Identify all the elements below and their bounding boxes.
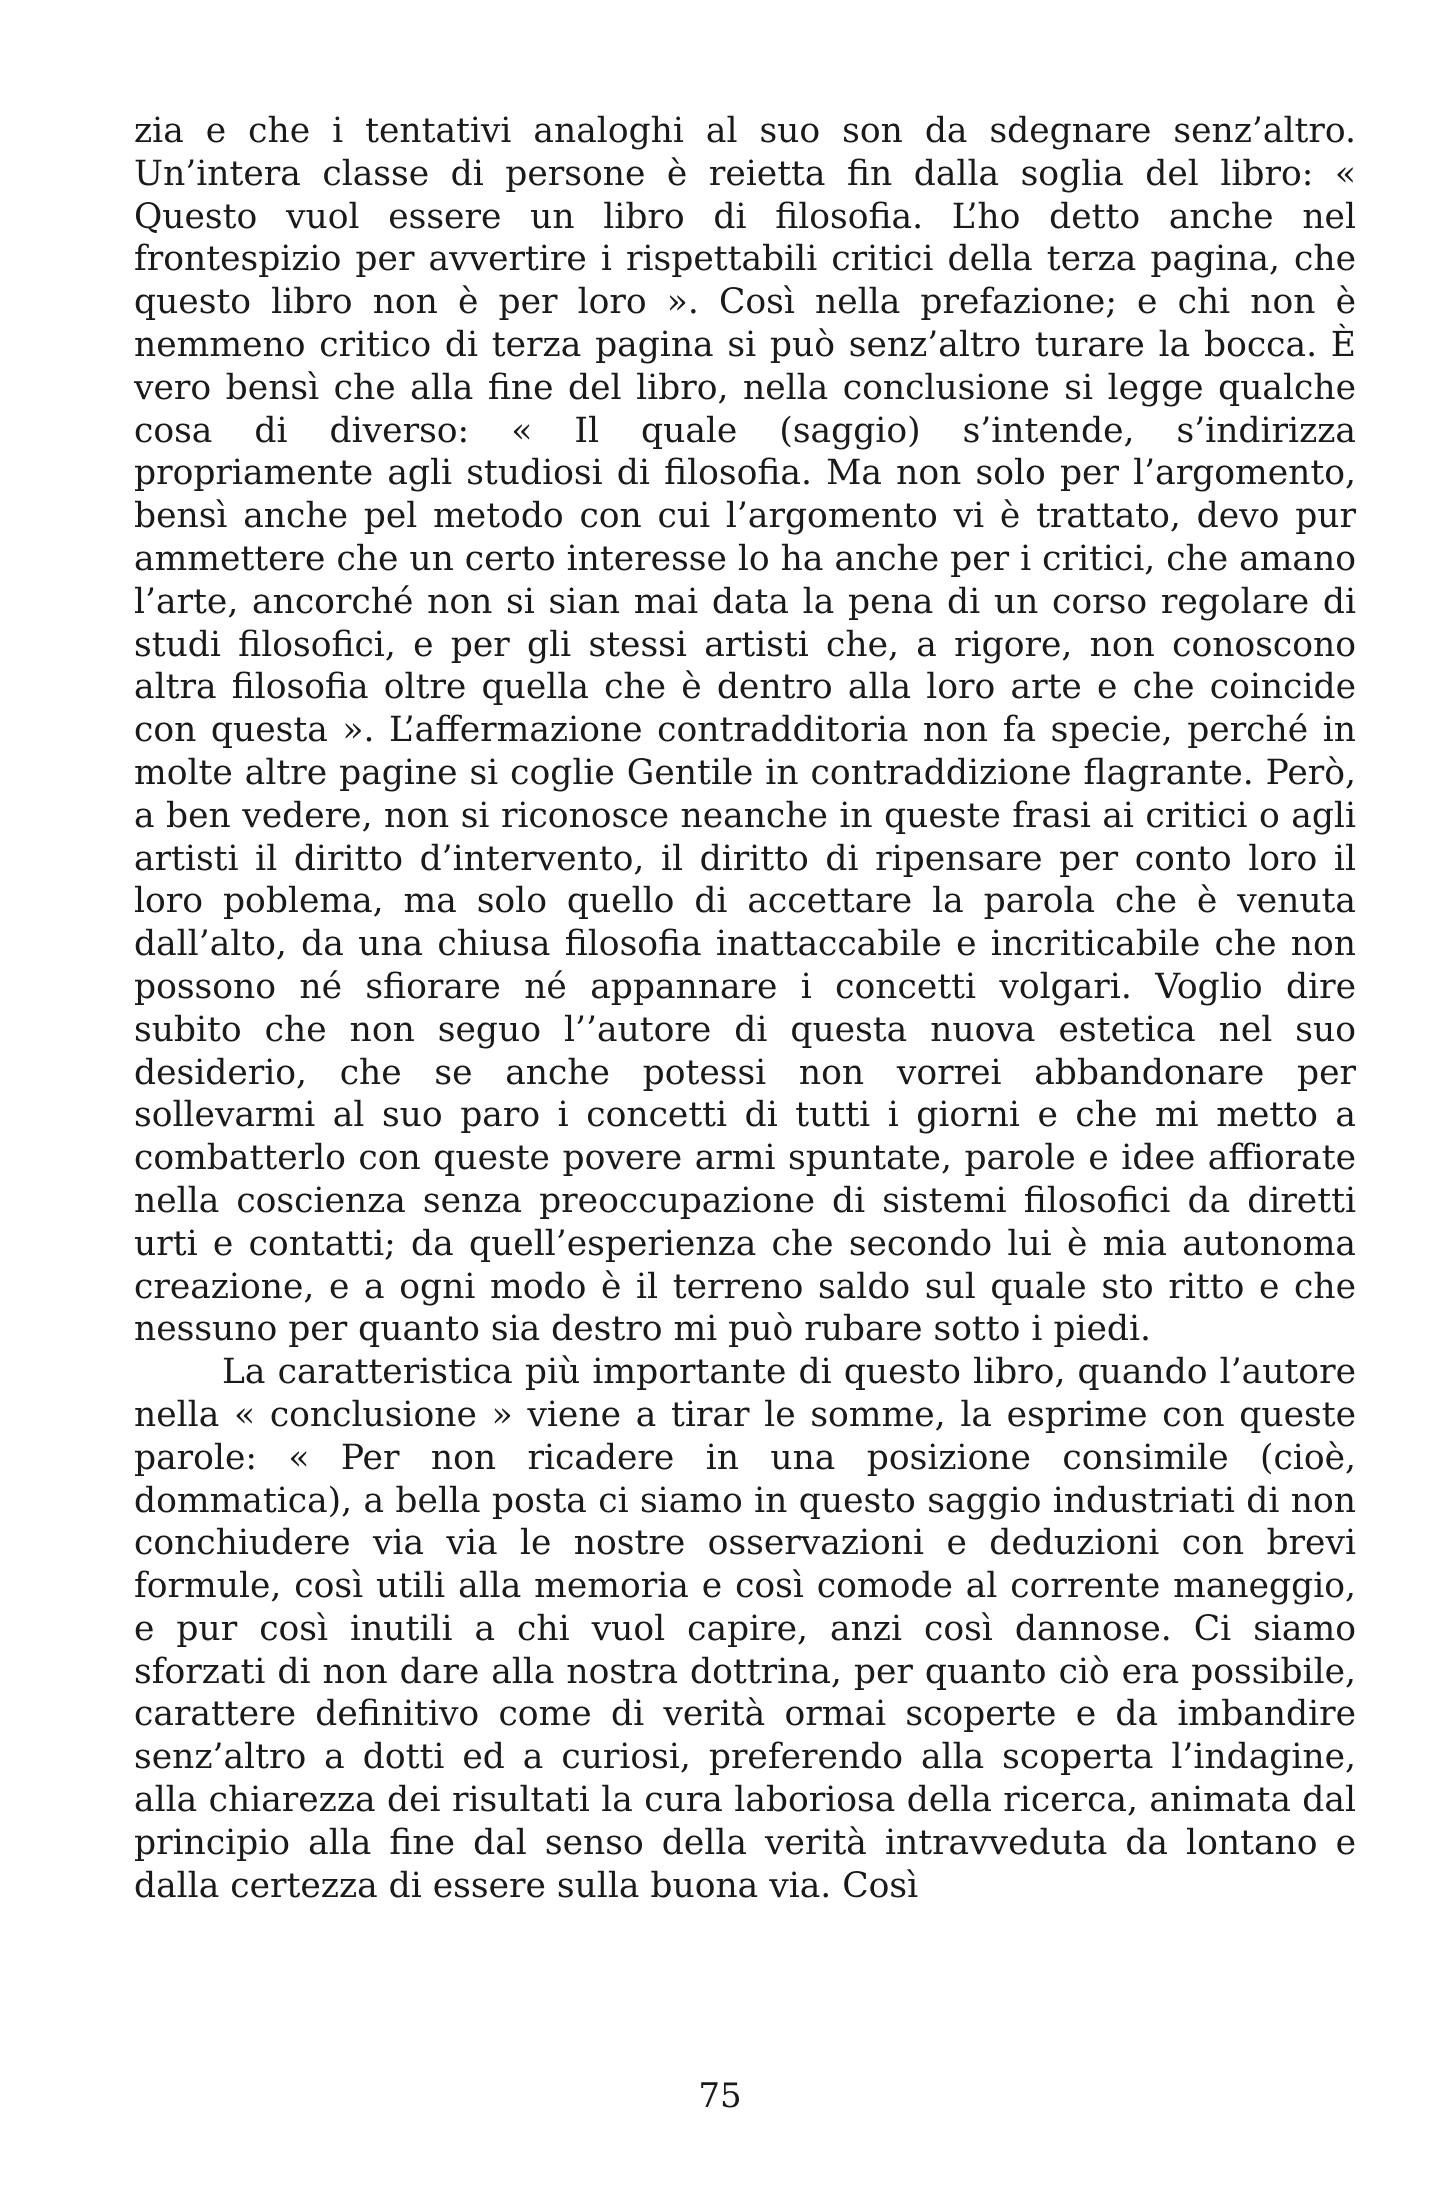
paragraph-2: La caratteristica più importante di questo libro, quando l’autore nella « conclusione » viene a tirar le somme, la esprime con queste parole: « Per non ricadere in una posizione consimile (cioè, dommatica), a bella posta ci siamo in questo saggio industriati di non conchiudere via via le nostre osservazioni e deduzioni con brevi formule, così utili alla memoria e così comode al corrente maneggio, e pur così inutili a chi vuol capire, anzi così dannose. Ci siamo sforzati di non dare alla nostra dottrina, per quanto ciò era possibile, carattere definitivo come di verità ormai scoperte e da imbandire senz’altro a dotti ed a curiosi, preferendo alla scoperta l’indagine, alla chiarezza dei risultati la cura laboriosa della ricerca, animata dal principio alla fine dal senso della verità intravveduta da lontano e dalla certezza di essere sulla buona via. Così <box>134 1352 1356 1906</box>
paragraph-1: zia e che i tentativi analoghi al suo son da sdegnare senz’altro. Un’intera classe di persone è reietta fin dalla soglia del libro: « Questo vuol essere un libro di filosofia. L’ho detto anche nel frontespizio per avvertire i rispettabili critici della terza pagina, che questo libro non è per loro ». Così nella prefazione; e chi non è nemmeno critico di terza pagina si può senz’altro turare la bocca. È vero bensì che alla fine del libro, nella conclusione si legge qualche cosa di diverso: « Il quale (saggio) s’intende, s’indirizza propriamente agli studiosi di filosofia. Ma non solo per l’argomento, bensì anche pel metodo con cui l’argomento vi è trattato, devo pur ammettere che un certo interesse lo ha anche per i critici, che amano l’arte, ancorché non si sian mai data la pena di un corso regolare di studi filosofici, e per gli stessi artisti che, a rigore, non conoscono altra filosofia oltre quella che è dentro alla loro arte e che coincide con questa ». L’affermazione contradditoria non fa specie, perché in molte altre pagine si coglie Gentile in contraddizione flagrante. Però, a ben vedere, non si riconosce neanche in queste frasi ai critici o agli artisti il diritto d’intervento, il diritto di ripensare per conto loro il loro poblema, ma solo quello di accettare la parola che è venuta dall’alto, da una chiusa filosofia inattaccabile e incriticabile che non possono né sfiorare né appannare i concetti volgari. Voglio dire subito che non seguo l’’autore di questa nuova estetica nel suo desiderio, che se anche potessi non vorrei abbandonare per sollevarmi al suo paro i concetti di tutti i giorni e che mi metto a combatterlo con queste povere armi spuntate, parole e idee affiorate nella coscienza senza preoccupazione di sistemi filosofici da diretti urti e contatti; da quell’esperienza che secondo lui è mia autonoma creazione, e a ogni modo è il terreno saldo sul quale sto ritto e che nessuno per quanto sia destro mi può rubare sotto i piedi. <box>134 111 1356 1350</box>
body-text <box>134 110 1356 1907</box>
page-number: 75 <box>698 2076 742 2116</box>
